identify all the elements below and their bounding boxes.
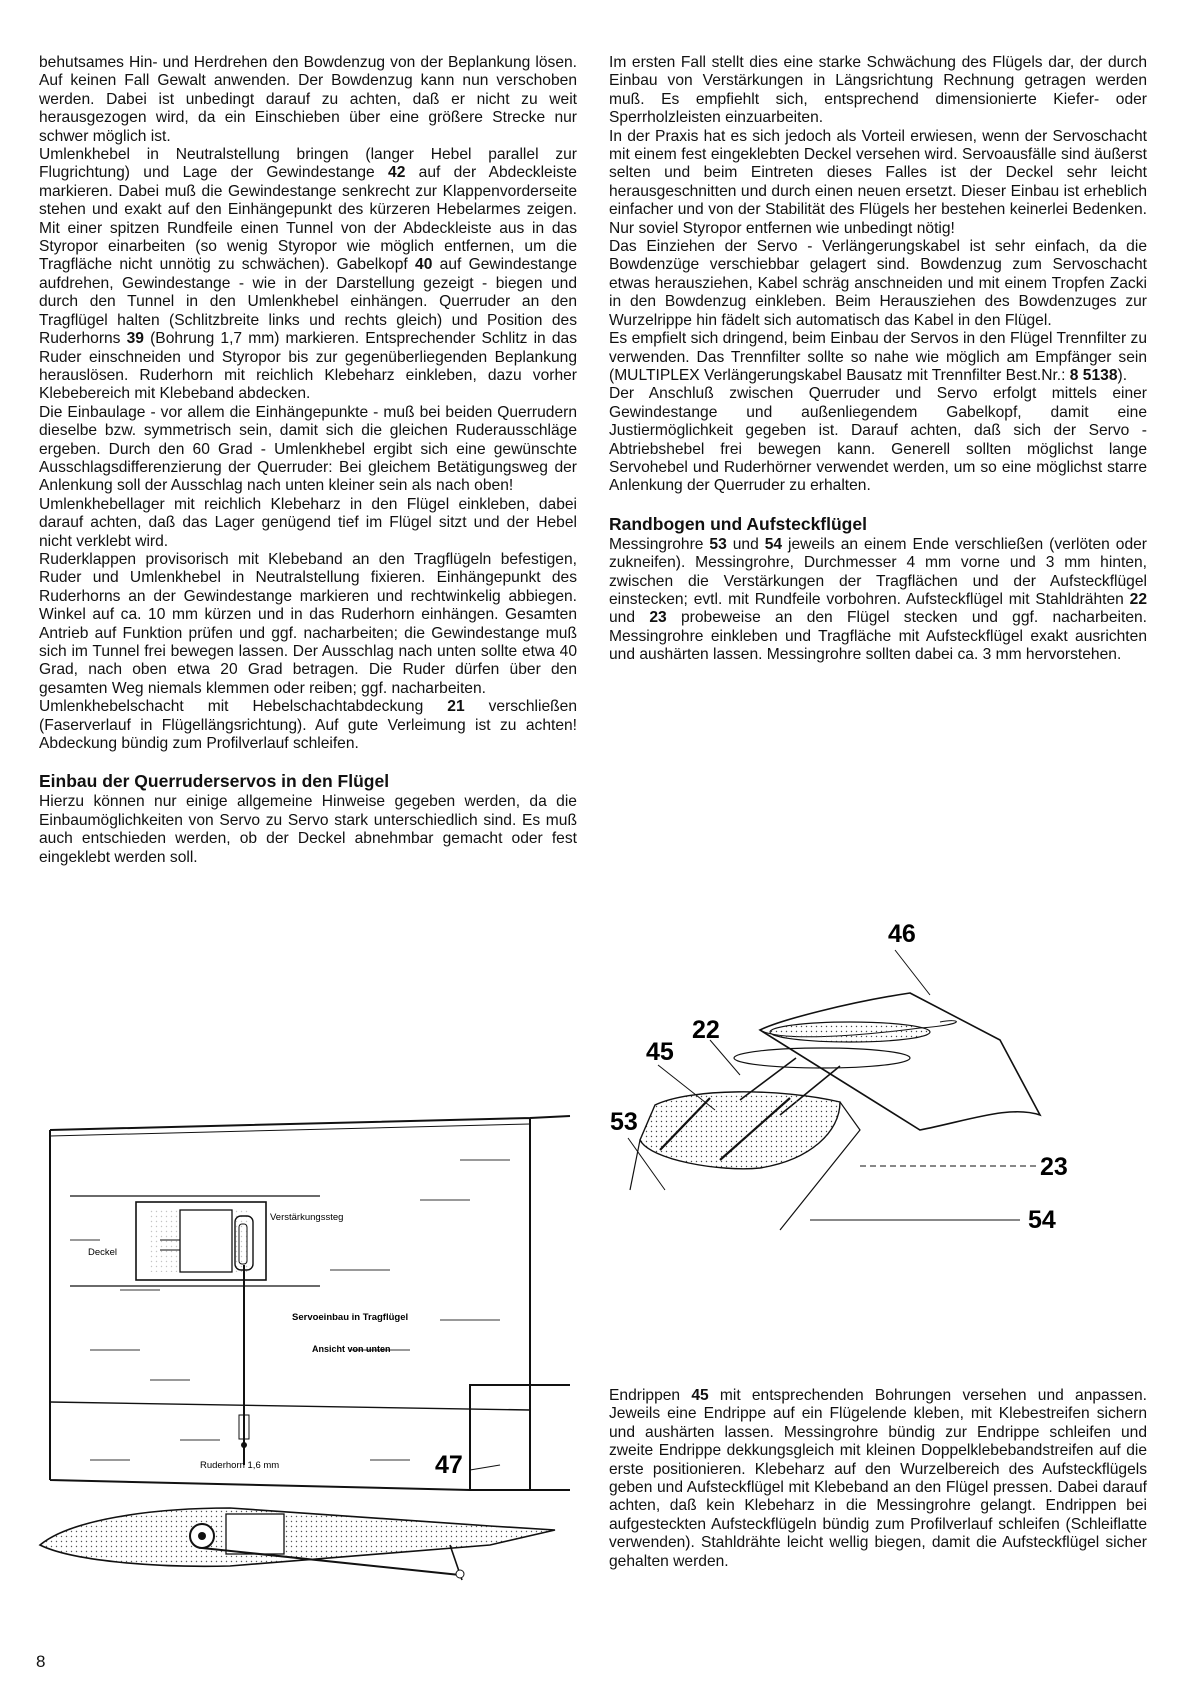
label-45: 45 <box>646 1038 674 1066</box>
wingtip-figure <box>610 900 1170 1320</box>
label-cover: Deckel <box>88 1247 118 1258</box>
paragraph: Die Einbaulage - vor allem die Einhängepunkte - muß bei beiden Querrudern dieselbe bzw. symmetrisch sein, damit sich die gleichen Ruderausschläge ergeben. Durch den 60 Grad - Umlenkhebel ergibt sich eine gewünschte Ausschlagsdifferenzierung der Querruder: Bei gleichem Betätigungsweg der Anlenkung soll der Ausschlag nach unten kleiner sein als nach oben! <box>39 403 577 495</box>
paragraph: Endrippen 45 mit entsprechenden Bohrungen versehen und anpassen. Jeweils eine Endrippe auf ein Flügelende kleben, mit Klebestreifen sichern und aushärten lassen. Messingrohre bündig zur Endrippe schleifen und zweite Endrippe dekkungsgleich mit kleinen Doppelklebebandstreifen auf die erste positionieren. Klebeharz auf den Wurzelbereich des Aufsteckflügels geben und Aufsteckflügel mit Klebeband an den Flügel pressen. Dabei darauf achten, daß kein Klebeharz in die Messingrohre gelangt. Endrippen bei aufgesteckten Aufsteckflügeln bündig zum Profilverlauf schleifen (Schleiflatte verwenden). Stahldrähte leicht wellig biegen, damit die Aufsteckflügel sicher gehalten werden. <box>609 1387 1147 1570</box>
wing-root <box>640 1092 840 1169</box>
label-47: 47 <box>435 1451 463 1479</box>
paragraph: Der Anschluß zwischen Querruder und Servo erfolgt mittels einer Gewindestange und außenliegendem Gabelkopf, damit eine Justiermöglichkeit gegeben ist. Darauf achten, daß sich der Servo - Abtriebshebel frei bewegen kann. Generell sollten möglichst lange Servohebel und Ruderhörner verwendet werden, um so eine möglichst starre Anlenkung der Querruder zu erhalten. <box>609 385 1147 495</box>
figure-view-label: Ansicht von unten <box>312 1344 391 1354</box>
label-reinforcement: Verstärkungssteg <box>270 1212 344 1223</box>
section-heading-randbogen: Randbogen und Aufsteckflügel <box>609 513 867 534</box>
wing-outline <box>50 1116 570 1490</box>
label-22: 22 <box>692 1016 720 1044</box>
paragraph: Messingrohre 53 und 54 jeweils an einem Ende verschließen (verlöten oder zukneifen). Messingrohre, Durchmesser 4 mm vorne und 3 mm hinten, zwischen die Verstärkungen der Tragflächen und der Aufsteckflügel einstecken; evtl. mit Rundfeile vorbohren. Aufsteckflügel mit Stahldrähten 22 und 23 probeweise an den Flügel stecken und ggf. nacharbeiten. Messingrohre einkleben und Tragfläche mit Aufsteckflügel exakt ausrichten und aushärten lassen. Messingrohre sollten dabei ca. 3 mm hervorstehen. <box>609 535 1147 664</box>
right-text-column-bottom <box>609 1387 1147 1571</box>
label-54: 54 <box>1028 1206 1056 1234</box>
label-horn: Ruderhorn 1,6 mm <box>200 1460 280 1471</box>
paragraph: Umlenkhebel in Neutralstellung bringen (langer Hebel parallel zur Flugrichtung) und Lage der Gewindestange 42 auf der Abdeckleiste markieren. Dabei muß die Gewindestange senkrecht zur Klappenvorderseite stehen und exakt auf den Einhängepunkt des kürzeren Hebelarmes zeigen. Mit einer spitzen Rundfeile einen Tunnel von der Abdeckleiste aus in das Styropor einarbeiten (so wenig Styropor wie möglich entfernen, um die Tragfläche nicht unnötig zu schwächen). Gabelkopf 40 auf Gewindestange aufdrehen, Gewindestange - wie in der Darstellung gezeigt - biegen und durch den Tunnel in den Umlenkhebel einhängen. Querruder an den Tragflügel halten (Schlitzbreite links und rechts gleich) und Position des Ruderhorns 39 (Bohrung 1,7 mm) markieren. Entsprechender Schlitz in das Ruder einschneiden und Styropor bis zur gegenüberliegenden Beplankung herauslösen. Ruderhorn mit reichlich Klebeharz einkleben, dazu vorher Klebebereich mit Klebeband abdecken. <box>39 146 578 403</box>
label-53: 53 <box>610 1108 638 1136</box>
servo-installation-figure <box>30 1090 580 1630</box>
section-heading-servos: Einbau der Querruderservos in den Flügel <box>39 771 390 792</box>
page-number: 8 <box>36 1652 46 1671</box>
paragraph: Umlenkhebelschacht mit Hebelschachtabdeckung 21 verschließen (Faserverlauf in Flügellängsrichtung). Auf gute Verleimung ist zu achten! Abdeckung bündig zum Profilverlauf schleifen. <box>39 698 578 753</box>
paragraph: Das Einziehen der Servo - Verlängerungskabel ist sehr einfach, da die Bowdenzüge verschiebbar gelagert sind. Bowdenzug zum Servoschacht etwas herausziehen, Kabel schräg anschneiden und mit einem Tropfen Zacki in den Bowdenzug einkleben. Beim Herausziehen des Bowdenzuges zur Wurzelrippe hin fädelt sich automatisch das Kabel in den Flügel. <box>609 238 1147 329</box>
right-text-column <box>609 54 1147 665</box>
figure-title: Servoeinbau in Tragflügel <box>292 1312 409 1323</box>
paragraph: behutsames Hin- und Herdrehen den Bowdenzug von der Beplankung lösen. Auf keinen Fall Gewalt anwenden. Der Bowdenzug kann nun verschoben werden. Dabei ist unbedingt darauf zu achten, daß er nicht zu weit herausgezogen wird, da ein Einschieben über eine größere Strecke nur schwer möglich ist. <box>39 54 577 145</box>
label-23: 23 <box>1040 1153 1068 1181</box>
paragraph: Umlenkhebellager mit reichlich Klebeharz in den Flügel einkleben, dabei darauf achten, daß das Lager genügend tief im Flügel sitzt und der Hebel nicht verklebt wird. <box>39 495 577 550</box>
paragraph: Im ersten Fall stellt dies eine starke Schwächung des Flügels dar, der durch Einbau von Verstärkungen in Längsrichtung Rechnung getragen werden muß. Es empfiehlt sich, entsprechend dimensionierte Kiefer- oder Sperrholzleisten einzuarbeiten. <box>609 54 1147 127</box>
paragraph: Hierzu können nur einige allgemeine Hinweise gegeben werden, da die Einbaumöglichkeiten von Servo zu Servo stark unterschiedlich sind. Es muß auch entschieden werden, ob der Deckel abnehmbar gemacht oder fest eingeklebt werden soll. <box>39 793 577 866</box>
servo-body <box>180 1210 232 1272</box>
label-46: 46 <box>888 920 916 948</box>
paragraph: In der Praxis hat es sich jedoch als Vorteil erwiesen, wenn der Servoschacht mit einem fest eingeklebten Deckel versehen wird. Servoausfälle sind äußerst selten und beim Eintreten dieses Falles ist der Deckel sehr leicht herausgeschnitten und durch einen neuen ersetzt. Dieser Einbau ist erheblich einfacher und von der Stabilität des Flügels her bestehen keinerlei Bedenken. Nur soviel Styropor entfernen wie unbedingt nötig! <box>609 127 1147 237</box>
paragraph: Es empfielt sich dringend, beim Einbau der Servos in den Flügel Trennfilter zu verwenden. Das Trennfilter sollte so nahe wie möglich am Empfänger sein (MULTIPLEX Verlängerungskabel Bausatz mit Trennfilter Best.Nr.: 8 5138). <box>609 330 1147 384</box>
left-text-column <box>39 54 577 867</box>
paragraph: Ruderklappen provisorisch mit Klebeband an den Tragflügeln befestigen, Ruder und Umlenkhebel in Neutralstellung fixieren. Einhängepunkt des Ruderhorns an der Gewindestange markieren und rechtwinkelig abbiegen. Winkel auf ca. 10 mm kürzen und in das Ruderhorn einhängen. Gesamten Antrieb auf Funktion prüfen und ggf. nacharbeiten; die Gewindestange muß sich im Tunnel frei bewegen lassen. Der Ausschlag nach unten sollte etwa 40 Grad, nach oben etwa 20 Grad betragen. Die Ruder dürfen über den gesamten Weg niemals klemmen oder reiben; ggf. nacharbeiten. <box>39 550 577 697</box>
